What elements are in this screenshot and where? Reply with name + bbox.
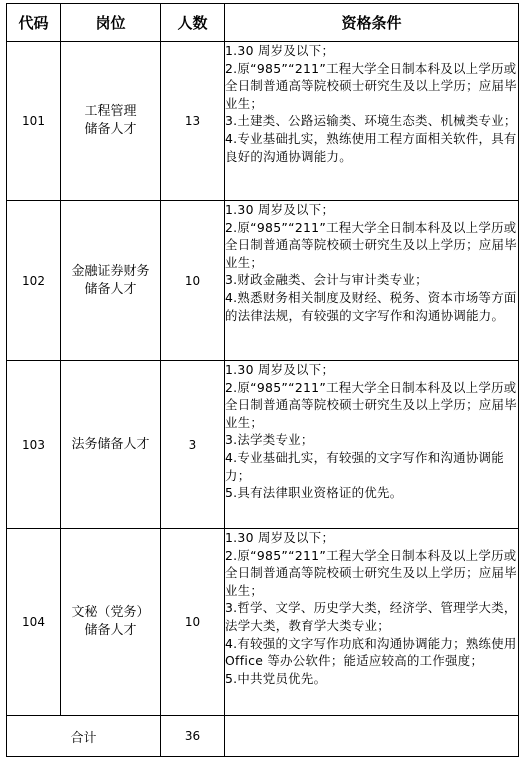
cell-count: 10 <box>161 201 225 361</box>
cell-count: 3 <box>161 361 225 529</box>
cell-post <box>61 42 161 201</box>
cell-code: 101 <box>7 42 61 201</box>
condition-item: 1.30 周岁及以下； <box>225 530 335 545</box>
header-code: 代码 <box>7 4 61 42</box>
header-requirements: 资格条件 <box>225 4 519 42</box>
condition-item: 4.有较强的文字写作功底和沟通协调能力；熟练使用 Office 等办公软件；能适应较高的工作强度； <box>225 635 517 669</box>
table-row <box>7 201 519 361</box>
condition-item: 3.哲学、文学、历史学大类，经济学、管理学大类，法学大类，教育学大类专业； <box>225 600 517 633</box>
post-line: 储备人才 <box>84 623 137 638</box>
condition-item: 2.原“985”“211”工程大学全日制本科及以上学历或全日制普通高等院校硕士研究生及以上学历；应届毕业生； <box>225 60 517 111</box>
condition-item: 1.30 周岁及以下； <box>225 202 335 217</box>
header-post: 岗位 <box>61 4 161 42</box>
cell-post <box>61 529 161 716</box>
condition-item: 5.具有法律职业资格证的优先。 <box>225 485 403 501</box>
condition-item: 2.原“985”“211”工程大学全日制本科及以上学历或全日制普通高等院校硕士研究生及以上学历；应届毕业生； <box>225 379 517 430</box>
cell-post <box>61 201 161 361</box>
post-line: 工程管理 <box>84 104 137 119</box>
table-row <box>7 361 519 529</box>
header-row <box>7 4 519 42</box>
total-label: 合计 <box>7 716 161 757</box>
cell-conditions <box>225 42 519 201</box>
table-row <box>7 42 519 201</box>
condition-item: 1.30 周岁及以下； <box>225 43 335 58</box>
cell-conditions <box>225 201 519 361</box>
table-row <box>7 529 519 716</box>
condition-item: 3.法学类专业； <box>225 432 314 448</box>
cell-count: 10 <box>161 529 225 716</box>
cell-count: 13 <box>161 42 225 201</box>
recruitment-table <box>6 3 519 757</box>
cell-post <box>61 361 161 529</box>
cell-conditions <box>225 361 519 529</box>
condition-item: 2.原“985”“211”工程大学全日制本科及以上学历或全日制普通高等院校硕士研究生及以上学历；应届毕业生； <box>225 219 517 270</box>
condition-item: 4.专业基础扎实，熟练使用工程方面相关软件，具有良好的沟通协调能力。 <box>225 130 517 164</box>
cell-code: 103 <box>7 361 61 529</box>
total-row <box>7 716 519 757</box>
condition-item: 3.土建类、公路运输类、环境生态类、机械类专业； <box>225 113 517 129</box>
post-line: 储备人才 <box>84 281 137 297</box>
condition-item: 2.原“985”“211”工程大学全日制本科及以上学历或全日制普通高等院校硕士研究生及以上学历；应届毕业生； <box>225 547 517 598</box>
total-empty-cell <box>225 716 519 757</box>
header-count: 人数 <box>161 4 225 42</box>
post-line: 储备人才 <box>84 122 137 137</box>
cell-code: 102 <box>7 201 61 361</box>
cell-code: 104 <box>7 529 61 716</box>
post-line: 文秘（党务） <box>71 605 150 620</box>
condition-item: 3.财政金融类、会计与审计类专业； <box>225 272 428 288</box>
condition-item: 4.专业基础扎实，有较强的文字写作和沟通协调能力； <box>225 449 504 483</box>
total-count: 36 <box>161 716 225 757</box>
condition-item: 5.中共党员优先。 <box>225 670 327 686</box>
condition-item: 4.熟悉财务相关制度及财经、税务、资本市场等方面的法律法规，有较强的文字写作和沟通协调能力。 <box>225 289 517 323</box>
post-line: 金融证券财务 <box>71 263 150 279</box>
post-line: 法务储备人才 <box>71 436 150 452</box>
condition-item: 1.30 周岁及以下； <box>225 362 335 377</box>
cell-conditions <box>225 529 519 716</box>
